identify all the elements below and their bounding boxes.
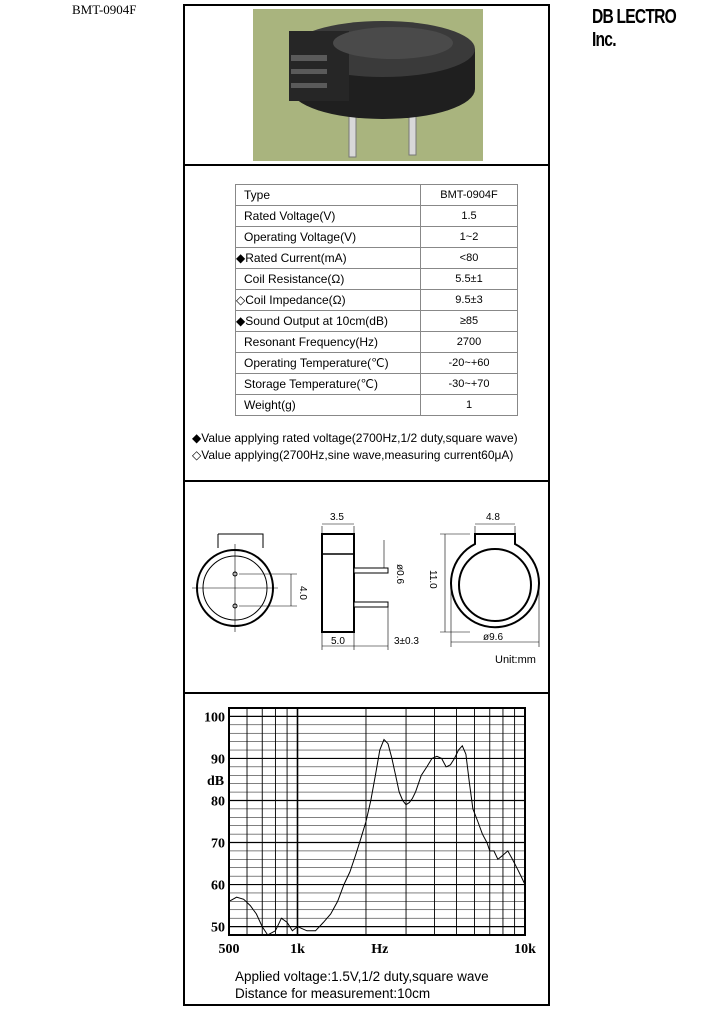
filled-diamond-icon: ◆ [236, 251, 246, 265]
dim-total-height: 11.0 [427, 570, 438, 589]
spec-value: 5.5±1 [421, 269, 518, 290]
x-tick-label: 500 [218, 942, 240, 957]
spec-value: -20~+60 [421, 353, 518, 374]
filled-diamond-icon: ◆ [236, 314, 246, 328]
dim-slot-width: 4.8 [486, 512, 500, 523]
y-tick-label: 90 [211, 752, 225, 768]
y-tick-label: 50 [211, 920, 225, 936]
x-tick-label: 10k [514, 942, 536, 957]
spec-name [236, 353, 421, 374]
spec-name-text: Coil Impedance(Ω) [245, 293, 346, 307]
y-tick-label: 100 [204, 710, 225, 726]
spec-table [235, 184, 518, 416]
spec-name-text: Type [244, 188, 271, 202]
y-axis-label: dB [207, 774, 225, 789]
dim-top-width: 3.5 [330, 512, 344, 523]
y-tick-label: 60 [211, 878, 225, 894]
spec-name-text: Operating Temperature(℃) [244, 356, 389, 370]
spec-name [236, 248, 421, 269]
spec-name [236, 185, 421, 206]
spec-row [236, 227, 518, 248]
note-sine: ◇Value applying(2700Hz,sine wave,measuring current60μA) [192, 448, 514, 462]
spec-row [236, 269, 518, 290]
spec-value: 2700 [421, 332, 518, 353]
spec-row [236, 185, 518, 206]
spec-name-text: Storage Temperature(℃) [244, 377, 378, 391]
unit-label: Unit:mm [495, 654, 536, 666]
x-tick-label: 1k [290, 942, 305, 957]
datasheet-frame [183, 4, 550, 1006]
response-curve [229, 740, 525, 936]
part-number: BMT-0904F [72, 2, 137, 17]
spec-value: 9.5±3 [421, 290, 518, 311]
spec-value: BMT-0904F [421, 185, 518, 206]
dim-pin-length: 3±0.3 [394, 636, 419, 647]
spec-name [236, 374, 421, 395]
spec-value: <80 [421, 248, 518, 269]
section-divider [185, 164, 548, 166]
x-tick-label: Hz [371, 942, 389, 957]
spec-value: 1.5 [421, 206, 518, 227]
spec-row [236, 332, 518, 353]
hollow-diamond-icon: ◇ [236, 293, 246, 307]
y-tick-label: 80 [211, 794, 225, 810]
dim-pin-diameter: ø0.6 [394, 564, 405, 585]
spec-value: ≥85 [421, 311, 518, 332]
spec-name [236, 311, 421, 332]
spec-name [236, 395, 421, 416]
product-photo [253, 9, 483, 161]
spec-name-text: Operating Voltage(V) [244, 230, 357, 244]
frequency-response-chart [185, 694, 548, 964]
spec-value: -30~+70 [421, 374, 518, 395]
spec-name [236, 332, 421, 353]
spec-name-text: Rated Current(mA) [245, 251, 347, 265]
spec-row [236, 374, 518, 395]
spec-name-text: Rated Voltage(V) [244, 209, 336, 223]
y-tick-label: 70 [211, 836, 225, 852]
note-rated: ◆Value applying rated voltage(2700Hz,1/2 duty,square wave) [192, 431, 518, 445]
spec-name-text: Resonant Frequency(Hz) [244, 335, 379, 349]
spec-row [236, 290, 518, 311]
dim-body-height: 5.0 [331, 636, 345, 647]
spec-row [236, 206, 518, 227]
spec-name [236, 290, 421, 311]
buzzer-illustration [253, 9, 483, 161]
spec-row [236, 311, 518, 332]
spec-name [236, 206, 421, 227]
spec-row [236, 248, 518, 269]
brand-logo: DB LECTRO Inc. [592, 6, 676, 51]
spec-value: 1 [421, 395, 518, 416]
spec-row [236, 395, 518, 416]
caption-voltage: Applied voltage:1.5V,1/2 duty,square wave [235, 969, 489, 984]
spec-value: 1~2 [421, 227, 518, 248]
plot-border [229, 708, 525, 935]
spec-name [236, 269, 421, 290]
spec-name-text: Coil Resistance(Ω) [244, 272, 345, 286]
spec-row [236, 353, 518, 374]
caption-distance: Distance for measurement:10cm [235, 986, 431, 1001]
dimension-drawing [185, 482, 548, 692]
spec-name-text: Weight(g) [244, 398, 296, 412]
dim-pin-spacing: 4.0 [297, 586, 308, 600]
dim-body-diameter: ø9.6 [483, 632, 504, 643]
spec-name [236, 227, 421, 248]
spec-name-text: Sound Output at 10cm(dB) [245, 314, 388, 328]
